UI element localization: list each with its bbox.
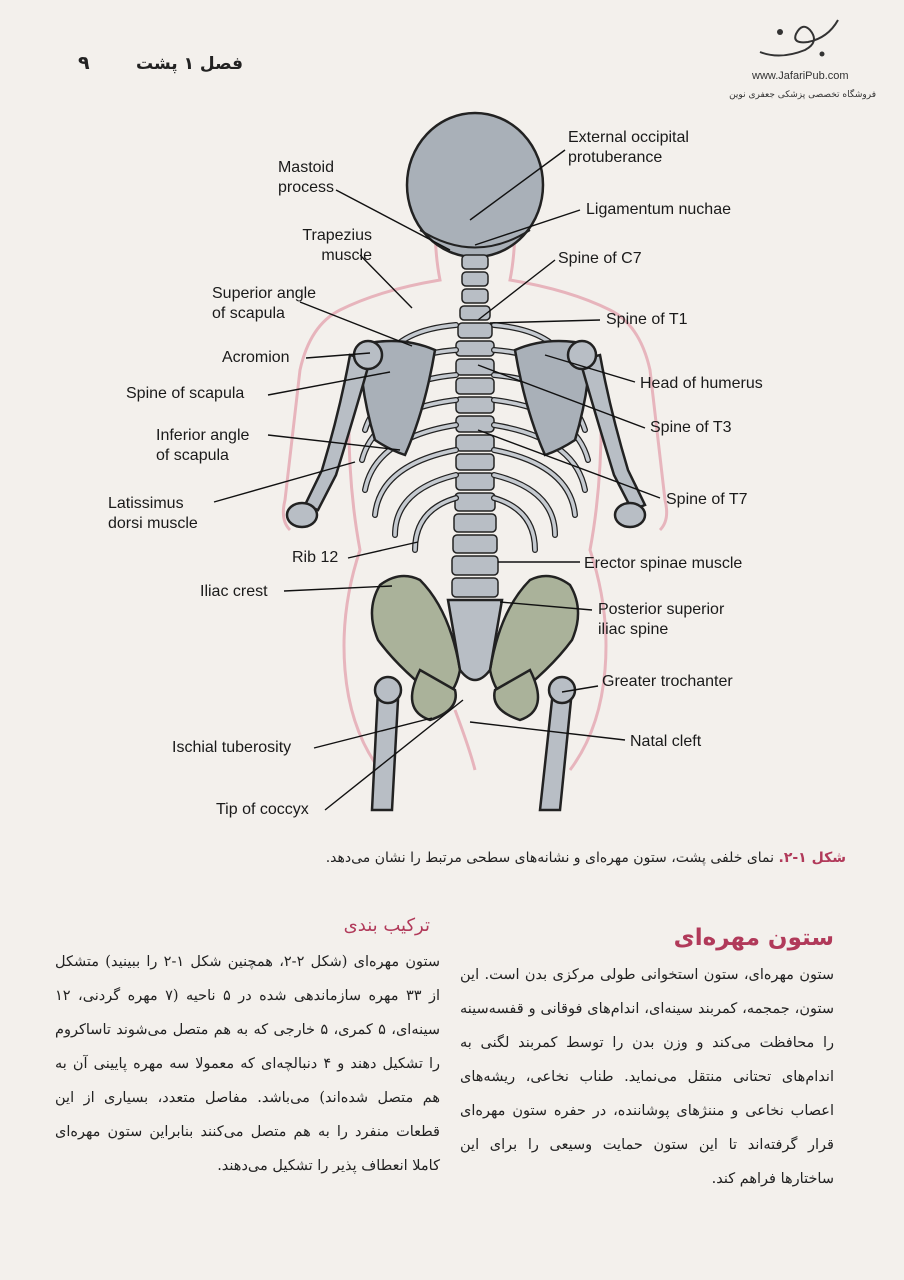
label-ischial-tuberosity: Ischial tuberosity: [172, 739, 292, 756]
label-inferior-angle: Inferior angle of scapula: [156, 427, 250, 464]
label-natal-cleft: Natal cleft: [630, 733, 702, 750]
label-external-occipital: External occipital protuberance: [568, 129, 689, 166]
label-tip-of-coccyx: Tip of coccyx: [216, 801, 309, 818]
caption-text: نمای خلفی پشت، ستون مهره‌ای و نشانه‌های سطحی مرتبط را نشان می‌دهد.: [325, 850, 779, 866]
label-trapezius: Trapezius muscle: [302, 227, 372, 264]
caption-number: شکل ۱-۲.: [778, 850, 846, 866]
page-number: ۹: [78, 52, 90, 74]
label-rib-12: Rib 12: [292, 549, 339, 566]
label-spine-of-scapula: Spine of scapula: [126, 385, 245, 402]
label-latissimus: Latissimus dorsi muscle: [108, 495, 198, 532]
label-erector-spinae: Erector spinae muscle: [584, 555, 743, 572]
label-ligamentum-nuchae: Ligamentum nuchae: [586, 201, 731, 218]
figure-caption: [46, 850, 846, 866]
section-heading-composition: ترکیب بندی: [343, 915, 430, 936]
label-spine-c7: Spine of C7: [558, 250, 642, 267]
logo-url: www.JafariPub.com: [752, 70, 849, 82]
anatomy-figure: [0, 110, 904, 850]
chapter-title: فصل ۱ پشت: [136, 54, 243, 74]
section-heading-vertebral-column: ستون مهره‌ای: [673, 925, 834, 951]
label-head-of-humerus: Head of humerus: [640, 375, 763, 392]
label-iliac-crest: Iliac crest: [200, 583, 268, 600]
section-body-composition: ستون مهره‌ای (شکل ۲-۲، همچنین شکل ۱-۲ را ببینید) متشکل از ۳۳ مهره سازماندهی شده در ۵ ناحیه (۷ مهره گردنی، ۱۲ سینه‌ای، ۵ کمری، ۵ خارجی که به هم متصل می‌شوند تاساکروم را تشکیل دهند و ۴ دنبالچه‌ای که معمولا سه مهره پایینی آن به هم متصل شده‌اند) می‌باشد. مفاصل متعدد، بسیاری از این قطعات منفرد را به هم متصل می‌کنند بنابراین ستون مهره‌ای کاملا انعطاف پذیر را تشکیل می‌دهند.: [55, 954, 440, 1174]
label-mastoid-process: Mastoid process: [277, 159, 334, 196]
label-superior-angle: Superior angle of scapula: [212, 285, 317, 322]
label-spine-t1: Spine of T1: [606, 311, 688, 328]
logo-subtitle: فروشگاه تخصصی پزشکی جعفری نوین: [729, 90, 876, 100]
label-acromion: Acromion: [222, 349, 290, 366]
label-psis: Posterior superior iliac spine: [598, 601, 725, 638]
vertebral-column: [452, 255, 498, 597]
label-spine-t7: Spine of T7: [666, 491, 748, 508]
skeleton-illustration: [0, 110, 904, 850]
label-greater-trochanter: Greater trochanter: [602, 673, 733, 690]
section-body-vertebral-column: ستون مهره‌ای، ستون استخوانی طولی مرکزی بدن است. این ستون، جمجمه، کمربند سینه‌ای، اندام‌های فوقانی و قفسه‌سینه را محافظت می‌کند و وزن بدن را توسط کمربند لگنی به اندام‌های تحتانی منتقل می‌نماید. طناب نخاعی، ریشه‌های اعصاب نخاعی و مننژهای پوشاننده، در حفره ستون مهره‌ای قرار گرفته‌اند تا این ستون حمایت وسیعی را برای این ساختارها فراهم کند.: [460, 967, 834, 1187]
label-spine-t3: Spine of T3: [650, 419, 732, 436]
leg-bones: [372, 677, 575, 810]
publisher-logo-icon: [750, 12, 850, 64]
